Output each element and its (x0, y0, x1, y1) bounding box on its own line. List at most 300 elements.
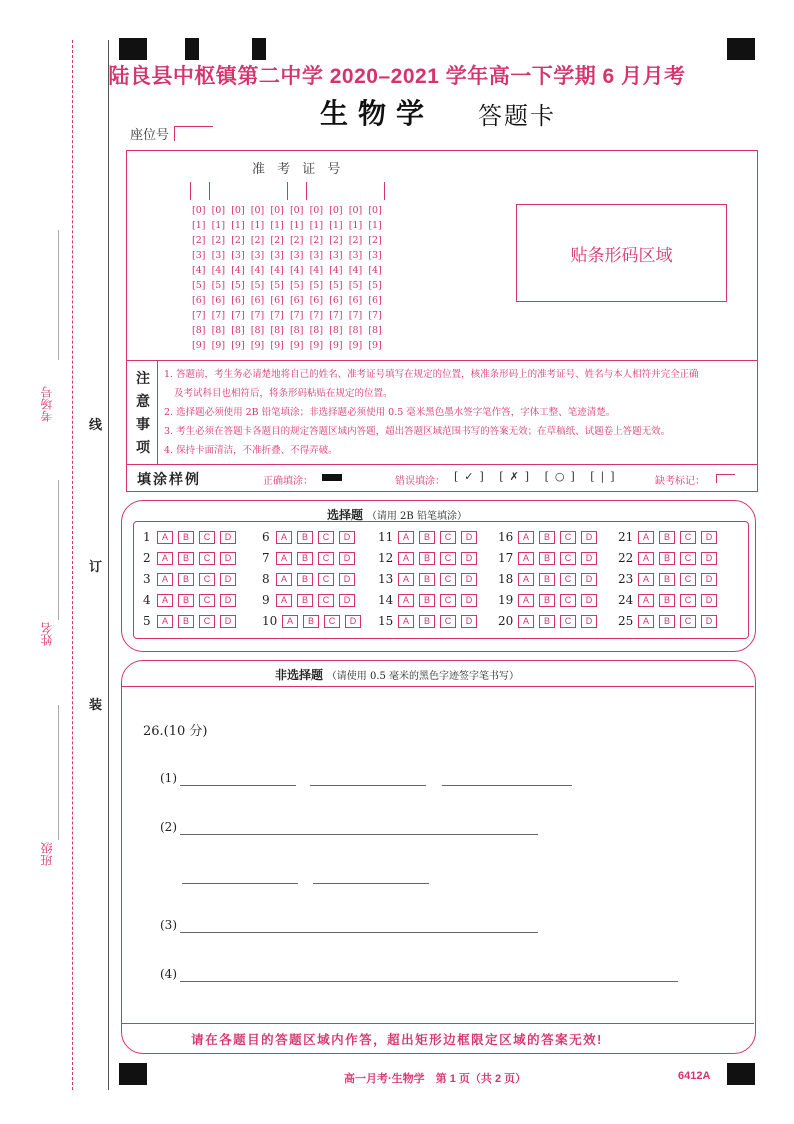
registration-mark-top-2 (185, 38, 199, 60)
admission-digit-bubble[interactable]: [0] (289, 205, 304, 216)
mc-option-c-bubble[interactable]: C (560, 594, 576, 607)
mc-option-c-bubble[interactable]: C (199, 552, 215, 565)
mc-option-a-bubble[interactable]: A (157, 615, 173, 628)
admission-digit-bubble[interactable]: [3] (368, 250, 382, 261)
mc-option-a-bubble[interactable]: A (282, 615, 298, 628)
mc-option-b-bubble[interactable]: B (303, 615, 319, 628)
admission-digit-bubble[interactable]: [3] (211, 250, 226, 261)
admission-digit-bubble[interactable]: [5] (211, 280, 226, 291)
mc-option-d-bubble[interactable]: D (581, 573, 597, 586)
mc-option-a-bubble[interactable]: A (276, 552, 292, 565)
admission-digit-bubble[interactable]: [4] (309, 265, 324, 276)
name-line (58, 480, 59, 620)
admission-digit-bubble[interactable]: [3] (250, 250, 265, 261)
mc-option-d-bubble[interactable]: D (461, 531, 477, 544)
admission-digit-bubble[interactable]: [2] (368, 235, 382, 246)
mc-option-a-bubble[interactable]: A (638, 552, 654, 565)
mc-option-c-bubble[interactable]: C (318, 594, 334, 607)
admission-digit-bubble[interactable]: [8] (231, 325, 245, 336)
mc-option-c-bubble[interactable]: C (318, 531, 334, 544)
mc-question-number: 23 (618, 572, 634, 586)
mc-option-d-bubble[interactable]: D (345, 615, 361, 628)
mc-question-22 (618, 551, 722, 567)
mc-option-a-bubble[interactable]: A (518, 552, 534, 565)
mc-question-number: 13 (378, 572, 394, 586)
mc-question-4 (143, 593, 241, 609)
note-item: 3. 考生必须在答题卡各题目的规定答题区域内答题，超出答题区域范围书写的答案无效；在草稿纸、试题卷上答题无效。 (164, 426, 671, 437)
admission-digit-bubble[interactable]: [7] (289, 310, 304, 321)
admission-digit-bubble[interactable]: [2] (250, 235, 265, 246)
mc-option-b-bubble[interactable]: B (297, 552, 313, 565)
admission-digit-bubble[interactable]: [8] (192, 325, 206, 336)
binding-solid-line (108, 40, 109, 1090)
mc-option-c-bubble[interactable]: C (324, 615, 340, 628)
admission-digit-bubble[interactable]: [4] (270, 265, 284, 276)
mc-option-c-bubble[interactable]: C (440, 552, 456, 565)
admission-digit-bubble[interactable]: [7] (211, 310, 226, 321)
mc-option-b-bubble[interactable]: B (539, 594, 555, 607)
correct-fill-sample (322, 474, 342, 481)
mc-option-d-bubble[interactable]: D (701, 531, 717, 544)
mc-option-c-bubble[interactable]: C (680, 552, 696, 565)
mc-question-number: 19 (498, 593, 514, 607)
admission-digit-bubble[interactable]: [5] (270, 280, 284, 291)
admission-digit-bubble[interactable]: [9] (211, 340, 226, 351)
mc-option-b-bubble[interactable]: B (178, 615, 194, 628)
mc-option-b-bubble[interactable]: B (539, 573, 555, 586)
mc-option-c-bubble[interactable]: C (680, 573, 696, 586)
mc-option-d-bubble[interactable]: D (339, 573, 355, 586)
admission-digit-bubble[interactable]: [1] (192, 220, 206, 231)
mc-option-d-bubble[interactable]: D (339, 594, 355, 607)
mc-option-d-bubble[interactable]: D (581, 615, 597, 628)
multiple-choice-hint: （请用 2B 铅笔填涂） (366, 511, 467, 522)
admission-digit-bubble[interactable]: [6] (289, 295, 304, 306)
mc-option-a-bubble[interactable]: A (518, 573, 534, 586)
mc-option-c-bubble[interactable]: C (440, 573, 456, 586)
mc-option-a-bubble[interactable]: A (638, 573, 654, 586)
admission-digit-bubble[interactable]: [0] (192, 205, 206, 216)
answer-line[interactable] (310, 785, 426, 786)
mc-question-24 (618, 593, 722, 609)
mc-option-d-bubble[interactable]: D (220, 531, 236, 544)
admission-digit-bubble[interactable]: [5] (309, 280, 324, 291)
admission-digit-bubble[interactable]: [4] (211, 265, 226, 276)
mc-question-number: 7 (262, 551, 270, 565)
multiple-choice-title-text: 选择题 (327, 508, 364, 522)
admission-digit-bubble[interactable]: [3] (348, 250, 363, 261)
mc-option-b-bubble[interactable]: B (539, 615, 555, 628)
mc-question-number: 16 (498, 530, 514, 544)
mc-question-number: 6 (262, 530, 270, 544)
sub-question-4-label: (4) (160, 967, 177, 981)
class-label: 班级 (40, 842, 54, 866)
admission-digit-bubble[interactable]: [6] (270, 295, 284, 306)
admission-digit-bubble[interactable]: [1] (211, 220, 226, 231)
mc-question-number: 25 (618, 614, 634, 628)
admission-digit-bubble[interactable]: [8] (250, 325, 265, 336)
mc-option-b-bubble[interactable]: B (419, 531, 435, 544)
mc-option-d-bubble[interactable]: D (220, 573, 236, 586)
mc-option-c-bubble[interactable]: C (560, 552, 576, 565)
mc-option-c-bubble[interactable]: C (560, 573, 576, 586)
registration-mark-top-left (119, 38, 147, 60)
mc-question-12 (378, 551, 482, 567)
answer-line[interactable] (180, 785, 296, 786)
mc-option-b-bubble[interactable]: B (659, 552, 675, 565)
mc-option-b-bubble[interactable]: B (539, 531, 555, 544)
mc-option-a-bubble[interactable]: A (518, 615, 534, 628)
mc-option-b-bubble[interactable]: B (178, 531, 194, 544)
admission-digit-bubble[interactable]: [8] (348, 325, 363, 336)
admission-digit-bubble[interactable]: [6] (250, 295, 265, 306)
mc-option-c-bubble[interactable]: C (680, 594, 696, 607)
registration-mark-bottom-right (727, 1063, 755, 1085)
admission-digit-row (192, 220, 388, 235)
mc-option-d-bubble[interactable]: D (461, 615, 477, 628)
mc-option-d-bubble[interactable]: D (461, 573, 477, 586)
mc-question-15 (378, 614, 482, 630)
mc-option-a-bubble[interactable]: A (398, 573, 414, 586)
admission-digit-bubble[interactable]: [7] (231, 310, 245, 321)
answer-line[interactable] (180, 981, 678, 982)
mc-question-number: 18 (498, 572, 514, 586)
mc-option-d-bubble[interactable]: D (581, 552, 597, 565)
mc-option-d-bubble[interactable]: D (220, 594, 236, 607)
admission-digit-bubble[interactable]: [8] (309, 325, 324, 336)
mc-option-a-bubble[interactable]: A (157, 531, 173, 544)
admission-digit-bubble[interactable]: [3] (309, 250, 324, 261)
answer-line[interactable] (313, 883, 429, 884)
mc-option-a-bubble[interactable]: A (638, 615, 654, 628)
sub-question-1-label: (1) (160, 771, 177, 785)
admission-digit-bubble[interactable]: [1] (309, 220, 324, 231)
mc-option-a-bubble[interactable]: A (638, 594, 654, 607)
free-response-title-text: 非选择题 (274, 668, 323, 682)
admission-digit-bubble[interactable]: [5] (250, 280, 265, 291)
admission-digit-bubble[interactable]: [3] (192, 250, 206, 261)
mc-option-c-bubble[interactable]: C (440, 531, 456, 544)
mc-option-d-bubble[interactable]: D (220, 552, 236, 565)
notes-heading-char: 注 (136, 371, 150, 387)
mc-option-c-bubble[interactable]: C (560, 615, 576, 628)
mc-question-7 (262, 551, 360, 567)
mc-question-14 (378, 593, 482, 609)
mc-option-d-bubble[interactable]: D (581, 594, 597, 607)
mc-option-d-bubble[interactable]: D (701, 615, 717, 628)
mc-option-a-bubble[interactable]: A (276, 531, 292, 544)
sheet-code: 6412A (678, 1070, 711, 1082)
mc-question-10 (262, 614, 366, 630)
exam-room-label: 考场号 (40, 386, 54, 422)
admission-digit-row (192, 295, 388, 310)
admission-digit-bubble[interactable]: [7] (250, 310, 265, 321)
free-response-header-divider (121, 686, 754, 687)
mc-option-c-bubble[interactable]: C (199, 573, 215, 586)
admission-digit-bubble[interactable]: [1] (231, 220, 245, 231)
admission-number-write-boxes[interactable] (190, 182, 386, 200)
mc-option-c-bubble[interactable]: C (318, 552, 334, 565)
admission-digit-bubble[interactable]: [4] (231, 265, 245, 276)
mc-option-b-bubble[interactable]: B (419, 573, 435, 586)
mc-question-16 (498, 530, 602, 546)
admission-digit-bubble[interactable]: [8] (368, 325, 382, 336)
mc-option-a-bubble[interactable]: A (398, 615, 414, 628)
admission-digit-bubble[interactable]: [9] (250, 340, 265, 351)
admission-digit-bubble[interactable]: [9] (231, 340, 245, 351)
note-item: 1. 答题前，考生务必请楚地将自己的姓名、准考证号填写在规定的位置，核准条形码上的准考证号、姓名与本人相符并完全正确 (164, 369, 699, 380)
admission-digit-bubble[interactable]: [6] (309, 295, 324, 306)
mc-option-a-bubble[interactable]: A (276, 594, 292, 607)
admission-digit-bubble[interactable]: [2] (348, 235, 363, 246)
admission-digit-bubble[interactable]: [0] (329, 205, 343, 216)
mc-option-b-bubble[interactable]: B (178, 552, 194, 565)
admission-digit-bubble[interactable]: [1] (250, 220, 265, 231)
mc-question-number: 22 (618, 551, 634, 565)
absent-mark-box[interactable] (716, 474, 735, 483)
admission-digit-bubble[interactable]: [3] (289, 250, 304, 261)
mc-question-number: 12 (378, 551, 394, 565)
mc-question-19 (498, 593, 602, 609)
mc-option-b-bubble[interactable]: B (178, 573, 194, 586)
mc-option-a-bubble[interactable]: A (157, 552, 173, 565)
class-line (58, 705, 59, 840)
admission-digit-bubble[interactable]: [2] (309, 235, 324, 246)
answer-line[interactable] (182, 883, 298, 884)
seat-number-field[interactable] (174, 126, 213, 141)
admission-digit-bubble[interactable]: [6] (211, 295, 226, 306)
admission-digit-bubble[interactable]: [1] (368, 220, 382, 231)
mc-option-c-bubble[interactable]: C (560, 531, 576, 544)
mc-option-a-bubble[interactable]: A (638, 531, 654, 544)
mc-question-5 (143, 614, 241, 630)
mc-question-number: 1 (143, 530, 151, 544)
mc-option-d-bubble[interactable]: D (581, 531, 597, 544)
mc-option-d-bubble[interactable]: D (220, 615, 236, 628)
admission-digit-bubble[interactable]: [7] (368, 310, 382, 321)
notes-heading-char: 项 (136, 440, 150, 456)
fill-example-divider (126, 464, 758, 465)
mc-option-b-bubble[interactable]: B (178, 594, 194, 607)
admission-digit-bubble[interactable]: [9] (289, 340, 304, 351)
admission-digit-bubble[interactable]: [1] (329, 220, 343, 231)
mc-option-d-bubble[interactable]: D (701, 573, 717, 586)
admission-digit-bubble[interactable]: [9] (348, 340, 363, 351)
free-response-section (121, 660, 756, 1054)
mc-option-d-bubble[interactable]: D (461, 552, 477, 565)
wrong-fill-samples: [✓] [✗] [○] [|] (454, 470, 621, 483)
admission-digit-bubble[interactable]: [0] (368, 205, 382, 216)
note-item: 及考试科目也相符后，将条形码粘贴在规定的位置。 (174, 388, 393, 399)
mc-question-9 (262, 593, 360, 609)
mc-question-25 (618, 614, 722, 630)
admission-digit-bubble[interactable]: [2] (270, 235, 284, 246)
admission-digit-bubble[interactable]: [5] (348, 280, 363, 291)
mc-option-b-bubble[interactable]: B (659, 531, 675, 544)
admission-digit-bubble[interactable]: [9] (368, 340, 382, 351)
admission-digit-bubble[interactable]: [2] (329, 235, 343, 246)
mc-option-c-bubble[interactable]: C (199, 615, 215, 628)
admission-digit-bubble[interactable]: [6] (231, 295, 245, 306)
mc-question-2 (143, 551, 241, 567)
mc-option-b-bubble[interactable]: B (297, 573, 313, 586)
mc-question-number: 2 (143, 551, 151, 565)
note-item: 2. 选择题必须使用 2B 铅笔填涂；非选择题必须使用 0.5 毫米黑色墨水签字笔作答，字体工整、笔迹清楚。 (164, 407, 616, 418)
admission-digit-bubble[interactable]: [0] (270, 205, 284, 216)
admission-digit-bubble[interactable]: [9] (309, 340, 324, 351)
mc-option-b-bubble[interactable]: B (419, 615, 435, 628)
answer-line[interactable] (442, 785, 572, 786)
admission-digit-bubble[interactable]: [5] (192, 280, 206, 291)
admission-digit-bubble[interactable]: [6] (192, 295, 206, 306)
mc-option-b-bubble[interactable]: B (297, 594, 313, 607)
admission-digit-bubble[interactable]: [2] (289, 235, 304, 246)
mc-option-c-bubble[interactable]: C (199, 531, 215, 544)
registration-mark-top-right (727, 38, 755, 60)
mc-option-c-bubble[interactable]: C (680, 531, 696, 544)
admission-digit-bubble[interactable]: [2] (192, 235, 206, 246)
admission-number-bubble-grid[interactable] (192, 205, 388, 355)
admission-digit-bubble[interactable]: [0] (250, 205, 265, 216)
seat-number-label: 座位号 (130, 128, 170, 143)
admission-digit-bubble[interactable]: [0] (309, 205, 324, 216)
mc-option-a-bubble[interactable]: A (157, 594, 173, 607)
admission-digit-bubble[interactable]: [4] (289, 265, 304, 276)
admission-digit-bubble[interactable]: [8] (211, 325, 226, 336)
mc-option-b-bubble[interactable]: B (539, 552, 555, 565)
mc-option-c-bubble[interactable]: C (318, 573, 334, 586)
mc-option-a-bubble[interactable]: A (276, 573, 292, 586)
mc-question-number: 11 (378, 530, 394, 544)
mc-option-d-bubble[interactable]: D (339, 531, 355, 544)
mc-option-c-bubble[interactable]: C (440, 594, 456, 607)
admission-digit-bubble[interactable]: [0] (348, 205, 363, 216)
mc-option-b-bubble[interactable]: B (659, 594, 675, 607)
page-info: 高一月考·生物学 第 1 页（共 2 页） (344, 1073, 527, 1085)
binding-dashed-line (72, 40, 73, 1090)
answer-line[interactable] (180, 932, 538, 933)
mc-option-d-bubble[interactable]: D (701, 594, 717, 607)
admission-digit-bubble[interactable]: [6] (368, 295, 382, 306)
admission-digit-bubble[interactable]: [4] (348, 265, 363, 276)
admission-digit-bubble[interactable]: [8] (289, 325, 304, 336)
bind-char-zhuang: 装 (89, 698, 103, 713)
admission-digit-bubble[interactable]: [3] (270, 250, 284, 261)
admission-digit-bubble[interactable]: [5] (329, 280, 343, 291)
sub-question-2-label: (2) (160, 820, 177, 834)
mc-question-number: 21 (618, 530, 634, 544)
mc-option-b-bubble[interactable]: B (659, 615, 675, 628)
admission-digit-bubble[interactable]: [8] (270, 325, 284, 336)
mc-option-c-bubble[interactable]: C (680, 615, 696, 628)
notes-vertical-divider (157, 360, 158, 464)
mc-question-number: 15 (378, 614, 394, 628)
admission-digit-bubble[interactable]: [4] (368, 265, 382, 276)
admission-digit-bubble[interactable]: [4] (250, 265, 265, 276)
card-title: 答题卡 (478, 102, 556, 130)
mc-option-b-bubble[interactable]: B (659, 573, 675, 586)
answer-line[interactable] (180, 834, 538, 835)
mc-question-11 (378, 530, 482, 546)
bind-char-xian: 线 (89, 418, 103, 433)
mc-question-number: 14 (378, 593, 394, 607)
admission-digit-bubble[interactable]: [4] (329, 265, 343, 276)
mc-option-b-bubble[interactable]: B (419, 594, 435, 607)
admission-digit-bubble[interactable]: [5] (289, 280, 304, 291)
admission-digit-bubble[interactable]: [2] (211, 235, 226, 246)
admission-digit-bubble[interactable]: [7] (329, 310, 343, 321)
admission-digit-bubble[interactable]: [7] (270, 310, 284, 321)
notes-heading-char: 意 (136, 394, 150, 410)
admission-digit-row (192, 235, 388, 250)
mc-option-c-bubble[interactable]: C (440, 615, 456, 628)
admission-digit-bubble[interactable]: [7] (348, 310, 363, 321)
mc-question-1 (143, 530, 241, 546)
mc-question-number: 9 (262, 593, 270, 607)
mc-option-a-bubble[interactable]: A (518, 594, 534, 607)
subject-title: 生物学 (320, 97, 435, 130)
mc-option-d-bubble[interactable]: D (461, 594, 477, 607)
admission-digit-bubble[interactable]: [3] (231, 250, 245, 261)
mc-question-20 (498, 614, 602, 630)
free-response-hint: （请使用 0.5 毫米的黑色字迹签字笔书写） (326, 671, 520, 682)
mc-option-a-bubble[interactable]: A (398, 531, 414, 544)
admission-digit-bubble[interactable]: [9] (192, 340, 206, 351)
admission-digit-bubble[interactable]: [7] (192, 310, 206, 321)
mc-option-b-bubble[interactable]: B (419, 552, 435, 565)
admission-digit-bubble[interactable]: [6] (348, 295, 363, 306)
mc-option-a-bubble[interactable]: A (398, 594, 414, 607)
mc-option-a-bubble[interactable]: A (518, 531, 534, 544)
admission-digit-bubble[interactable]: [1] (348, 220, 363, 231)
mc-option-b-bubble[interactable]: B (297, 531, 313, 544)
admission-digit-bubble[interactable]: [0] (211, 205, 226, 216)
admission-digit-bubble[interactable]: [2] (231, 235, 245, 246)
admission-digit-bubble[interactable]: [6] (329, 295, 343, 306)
barcode-area (516, 204, 727, 302)
mc-option-a-bubble[interactable]: A (157, 573, 173, 586)
mc-question-number: 5 (143, 614, 151, 628)
admission-digit-row (192, 265, 388, 280)
mc-option-a-bubble[interactable]: A (398, 552, 414, 565)
mc-question-18 (498, 572, 602, 588)
admission-digit-row (192, 250, 388, 265)
mc-option-c-bubble[interactable]: C (199, 594, 215, 607)
admission-digit-row (192, 205, 388, 220)
admission-digit-bubble[interactable]: [8] (329, 325, 343, 336)
admission-digit-bubble[interactable]: [7] (309, 310, 324, 321)
barcode-area-label: 贴条形码区域 (570, 245, 673, 266)
mc-option-d-bubble[interactable]: D (701, 552, 717, 565)
admission-digit-bubble[interactable]: [5] (368, 280, 382, 291)
admission-digit-bubble[interactable]: [1] (289, 220, 304, 231)
mc-question-number: 24 (618, 593, 634, 607)
admission-digit-bubble[interactable]: [0] (231, 205, 245, 216)
admission-digit-bubble[interactable]: [5] (231, 280, 245, 291)
admission-digit-bubble[interactable]: [1] (270, 220, 284, 231)
mc-question-3 (143, 572, 241, 588)
admission-digit-row (192, 280, 388, 295)
admission-digit-bubble[interactable]: [9] (270, 340, 284, 351)
mc-question-21 (618, 530, 722, 546)
free-response-footer-divider (121, 1023, 754, 1024)
admission-digit-bubble[interactable]: [3] (329, 250, 343, 261)
admission-digit-bubble[interactable]: [4] (192, 265, 206, 276)
mc-option-d-bubble[interactable]: D (339, 552, 355, 565)
mc-question-number: 4 (143, 593, 151, 607)
admission-digit-bubble[interactable]: [9] (329, 340, 343, 351)
mc-question-number: 10 (262, 614, 278, 628)
